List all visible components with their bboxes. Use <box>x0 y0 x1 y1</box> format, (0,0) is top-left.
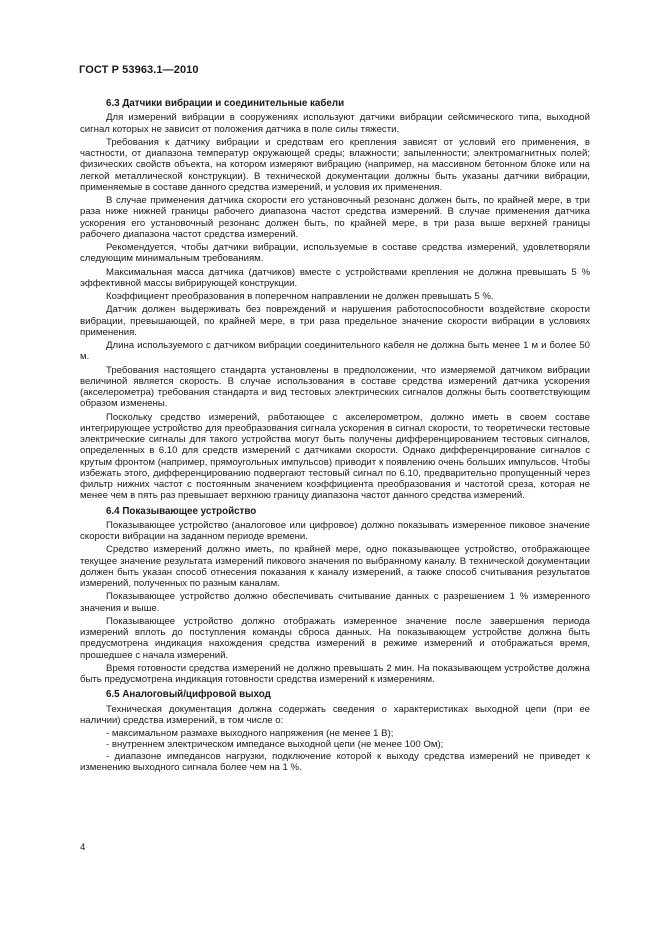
paragraph: Поскольку средство измерений, работающее с акселерометром, должно иметь в своем составе интегрирующее устройство для преобразования сигнала ускорения в сигнал скорости, то теоретически тестовые электрические сигналы для такого устройства могут быть получены дифференцированием тестовых сигналов, определенных в 6.10 для средств измерений с датчиками скорости. Однако дифференцирование сигналов с крутым фронтом (например, прямоугольных импульсов) приводит к появлению очень больших импульсов. Чтобы избежать этого, дифференцированию подвергают тестовый сигнал по 6.10, предварительно пропущенный через фильтр нижних частот с постоянным значением коэффициента преобразования и частотой среза, которая не менее чем в пять раз превышает верхнюю границу диапазона частот данного средства измерений. <box>80 411 590 502</box>
section-heading: 6.5 Аналоговый/цифровой выход <box>106 689 271 701</box>
paragraph: Техническая документация должна содержать сведения о характеристиках выходной цепи (при ее наличии) средства измерений, в том числе о: <box>80 703 590 726</box>
paragraph: Коэффициент преобразования в поперечном направлении не должен превышать 5 %. <box>106 291 494 302</box>
paragraph: Время готовности средства измерений не должно превышать 2 мин. На показывающем устройстве должна быть предусмотрена индикация готовности средства измерений к измерениям. <box>80 662 590 685</box>
requirements-list <box>80 728 590 773</box>
page-number: 4 <box>80 842 86 853</box>
list-item: - внутреннем электрическом импедансе выходной цепи (не менее 100 Ом); <box>106 739 444 751</box>
paragraph: Для измерений вибрации в сооружениях используют датчики вибрации сейсмического типа, выходной сигнал которых не зависит от положения датчика в поле силы тяжести. <box>80 112 590 135</box>
page-content <box>80 94 590 773</box>
section-heading: 6.3 Датчики вибрации и соединительные кабели <box>106 98 345 109</box>
paragraph: Рекомендуется, чтобы датчики вибрации, используемые в составе средства измерений, удовлетворяли следующим минимальным требованиям. <box>80 242 590 265</box>
paragraph: Требования к датчику вибрации и средствам его крепления зависят от условий его применения, в частности, от диапазона температур окружающей среды; влажности; запыленности; электромагнитных полей; физических свойств объекта, на котором измеряют вибрацию (например, на массивном бетонном блоке или на легкой металлической конструкции). В технической документации должны быть указаны датчики вибрации, применяемые в составе данного средства измерений, и условия их применения. <box>80 136 590 193</box>
paragraph: Длина используемого с датчиком вибрации соединительного кабеля не должна быть менее 1 м и более 50 м. <box>80 340 590 363</box>
section-6-3 <box>80 98 590 502</box>
list-item: - максимальном размахе выходного напряжения (не менее 1 В); <box>106 728 394 739</box>
paragraph: Средство измерений должно иметь, по крайней мере, одно показывающее устройство, отображающее текущее значение результата измерений пикового значения по выбранному каналу. В технической документации должен быть указан способ отнесения показания к каналу измерений, а также способ считывания результатов измерений, полученных по разным каналам. <box>80 544 590 589</box>
paragraph: Показывающее устройство должно обеспечивать считывание данных с разрешением 1 % измеренного значения и выше. <box>80 591 590 614</box>
paragraph: Показывающее устройство должно отображать измеренное значение после завершения периода измерений вплоть до поступления команды сброса данных. На показывающем устройстве должна быть предусмотрена индикация нахождения средства измерений в режиме измерений и отображаться время, прошедшее с начала измерений. <box>80 615 590 661</box>
paragraph: В случае применения датчика скорости его установочный резонанс должен быть, по крайней мере, в три раза ниже нижней границы рабочего диапазона частот средства измерений. В случае применения датчика ускорения его установочный резонанс должен быть, по крайней мере, в три раза выше верхней границы рабочего диапазона частот средства измерений. <box>80 195 590 240</box>
section-6-5 <box>80 689 590 773</box>
list-item: - диапазоне импедансов нагрузки, подключение которой к выходу средства измерений не приведет к изменению выходного сигнала более чем на 1 %. <box>80 750 590 773</box>
paragraph: Датчик должен выдерживать без повреждений и нарушения работоспособности воздействие скорости вибрации, превышающей, по крайней мере, в три раза предельное значение скорости вибрации в условиях применения. <box>80 304 590 338</box>
section-heading: 6.4 Показывающее устройство <box>106 505 257 517</box>
paragraph: Требования настоящего стандарта установлены в предположении, что измеряемой датчиком вибрации величиной является скорость. В случае использования в составе средства измерений датчика ускорения (акселерометра) требования стандарта и вид тестовых электрических сигналов должны быть соответствующим образом изменены. <box>80 364 590 410</box>
paragraph: Показывающее устройство (аналоговое или цифровое) должно показывать измеренное пиковое значение скорости вибрации на заданном периоде времени. <box>80 519 590 542</box>
section-6-4 <box>80 506 590 686</box>
standard-header: ГОСТ Р 53963.1—2010 <box>79 64 199 76</box>
paragraph: Максимальная масса датчика (датчиков) вместе с устройствами крепления не должна превышать 5 % эффективной массы вибрирующей конструкции. <box>80 266 590 289</box>
